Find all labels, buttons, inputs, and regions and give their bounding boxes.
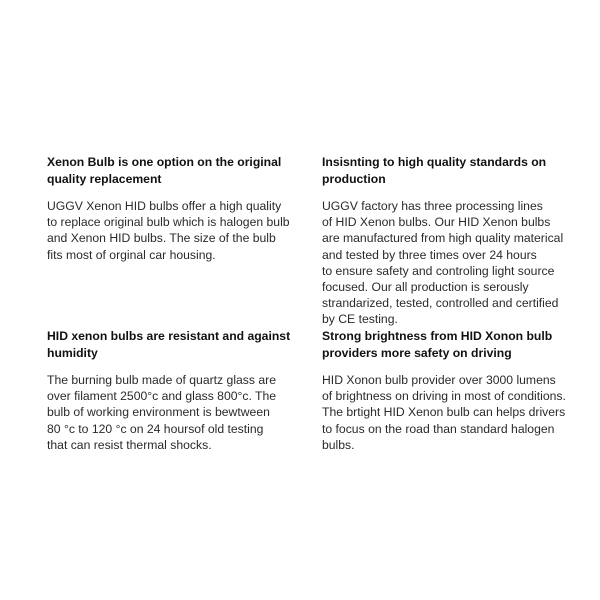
body-line: strandarized, tested, controlled and certified <box>322 296 559 311</box>
section-heading <box>322 154 577 188</box>
body-line: over filament 2500°c and glass 800°c. The <box>47 389 277 404</box>
body-line: The burning bulb made of quartz glass are <box>47 373 276 387</box>
body-line: UGGV factory has three processing lines <box>322 199 543 213</box>
body-line: and Xenon HID bulbs. The size of the bulb <box>47 231 276 246</box>
body-line: and tested by three times over 24 hours <box>322 247 537 262</box>
section-heading <box>47 154 302 188</box>
body-line: to ensure safety and controling light source <box>322 263 555 278</box>
heading-line: Xenon Bulb is one option on the original <box>47 155 282 169</box>
section-body <box>322 372 577 453</box>
body-line: UGGV Xenon HID bulbs offer a high quality <box>47 199 282 213</box>
body-line: bulb of working environment is bewtween <box>47 405 270 420</box>
heading-line: providers more safety on driving <box>322 346 512 360</box>
body-line: of brightness on driving in most of conditions. <box>322 389 566 404</box>
section-heading <box>322 328 577 362</box>
body-line: are manufactured from high quality materical <box>322 231 564 246</box>
section-strong-brightness <box>322 328 577 453</box>
body-line: bulbs. <box>322 437 355 452</box>
heading-line: production <box>322 172 386 186</box>
body-line: fits most of orginal car housing. <box>47 247 216 262</box>
body-line: to focus on the road than standard halogen <box>322 421 555 436</box>
heading-line: humidity <box>47 346 98 360</box>
body-line: focused. Our all production is serously <box>322 280 529 295</box>
section-quality-standards <box>322 154 577 328</box>
body-line: of HID Xenon bulbs. Our HID Xenon bulbs <box>322 215 551 230</box>
body-line: that can resist thermal shocks. <box>47 437 212 452</box>
section-body <box>47 372 302 453</box>
body-line: 80 °c to 120 °c on 24 hoursof old testing <box>47 421 264 436</box>
section-heading <box>47 328 302 362</box>
body-line: HID Xonon bulb provider over 3000 lumens <box>322 373 556 387</box>
body-line: The brtight HID Xenon bulb can helps drivers <box>322 405 566 420</box>
section-humidity-resistance <box>47 328 302 453</box>
section-original-quality <box>47 154 302 263</box>
heading-line: quality replacement <box>47 172 162 186</box>
heading-line: HID xenon bulbs are resistant and against <box>47 329 291 343</box>
body-line: by CE testing. <box>322 312 398 327</box>
section-body <box>322 198 577 328</box>
heading-line: Strong brightness from HID Xonon bulb <box>322 329 553 343</box>
section-body <box>47 198 302 263</box>
heading-line: Insisnting to high quality standards on <box>322 155 547 169</box>
body-line: to replace original bulb which is halogen bulb <box>47 215 290 230</box>
